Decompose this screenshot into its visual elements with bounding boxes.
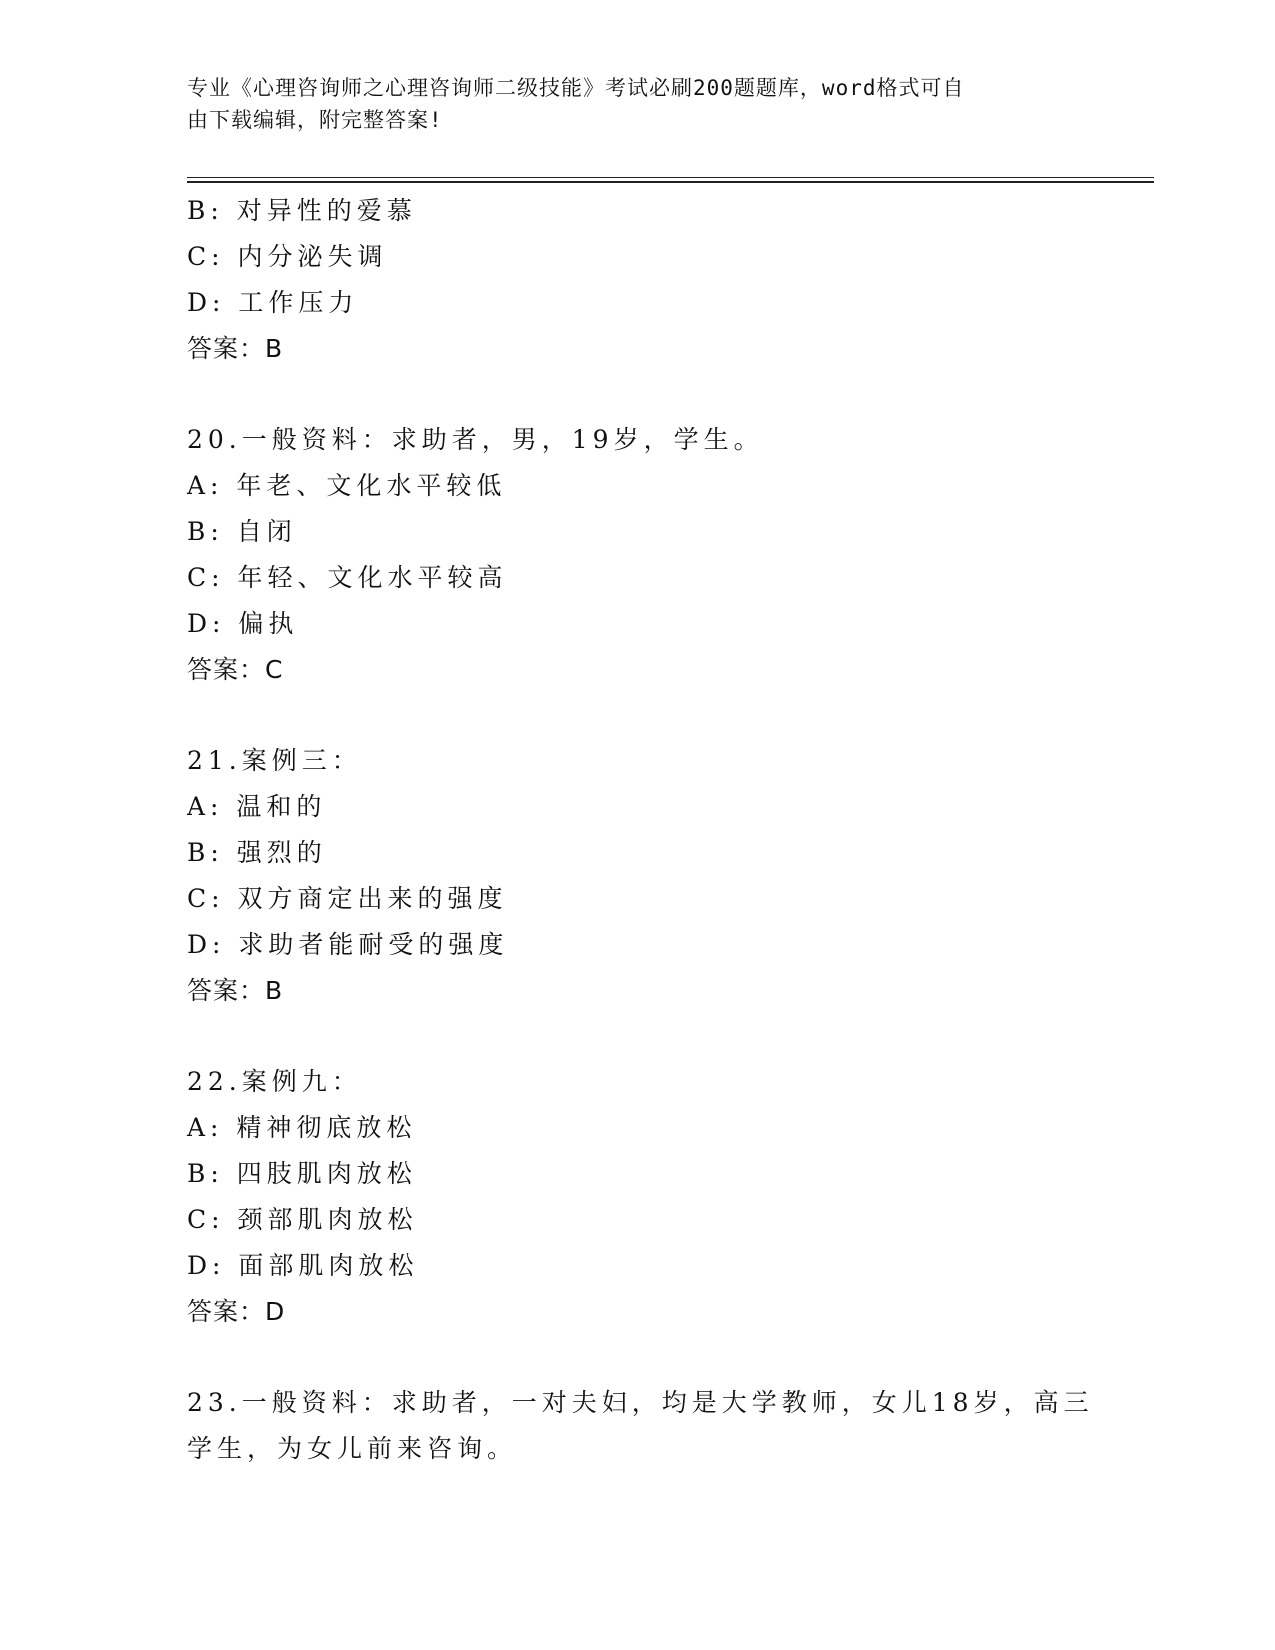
option-a: A: 精神彻底放松: [187, 1113, 417, 1142]
spacer: [187, 372, 1107, 417]
question-stem-line-2: 学生，为女儿前来咨询。: [187, 1434, 518, 1463]
spacer: [187, 693, 1107, 738]
answer-line: 答案：D: [187, 1297, 286, 1326]
question-23: [187, 1380, 1107, 1472]
header-line-2: 由下载编辑，附完整答案!: [187, 108, 443, 132]
header-rule-thin: [187, 177, 1154, 178]
option-b: B: 四肢肌肉放松: [187, 1159, 417, 1188]
document-header: [187, 72, 1067, 136]
question-19-continued: [187, 188, 1107, 372]
option-c: C: 颈部肌肉放松: [187, 1205, 418, 1234]
option-c: C: 双方商定出来的强度: [187, 884, 508, 913]
question-stem: 22.案例九：: [187, 1067, 362, 1096]
question-list: [187, 188, 1107, 1472]
option-d: D: 偏执: [187, 609, 299, 638]
question-stem: 21.案例三：: [187, 746, 362, 775]
spacer: [187, 1335, 1107, 1380]
option-d: D: 求助者能耐受的强度: [187, 930, 509, 959]
answer-line: 答案：C: [187, 655, 284, 684]
answer-line: 答案：B: [187, 334, 284, 363]
question-22: [187, 1059, 1107, 1335]
option-a: A: 温和的: [187, 792, 327, 821]
question-21: [187, 738, 1107, 1014]
option-d: D: 工作压力: [187, 288, 359, 317]
header-line-1: 专业《心理咨询师之心理咨询师二级技能》考试必刷200题题库，word格式可自: [187, 76, 965, 100]
option-c: C: 年轻、文化水平较高: [187, 563, 508, 592]
question-stem-line-1: 23.一般资料：求助者，一对夫妇，均是大学教师，女儿18岁，高三: [187, 1388, 1094, 1417]
question-stem: 20.一般资料：求助者，男，19岁，学生。: [187, 425, 764, 454]
answer-line: 答案：B: [187, 976, 284, 1005]
option-d: D: 面部肌肉放松: [187, 1251, 419, 1280]
question-20: [187, 417, 1107, 693]
header-rule-thick: [187, 181, 1154, 183]
option-c: C: 内分泌失调: [187, 242, 388, 271]
option-b: B: 自闭: [187, 517, 297, 546]
option-b: B: 强烈的: [187, 838, 327, 867]
spacer: [187, 1014, 1107, 1059]
option-a: A: 年老、文化水平较低: [187, 471, 507, 500]
option-b: B: 对异性的爱慕: [187, 196, 417, 225]
